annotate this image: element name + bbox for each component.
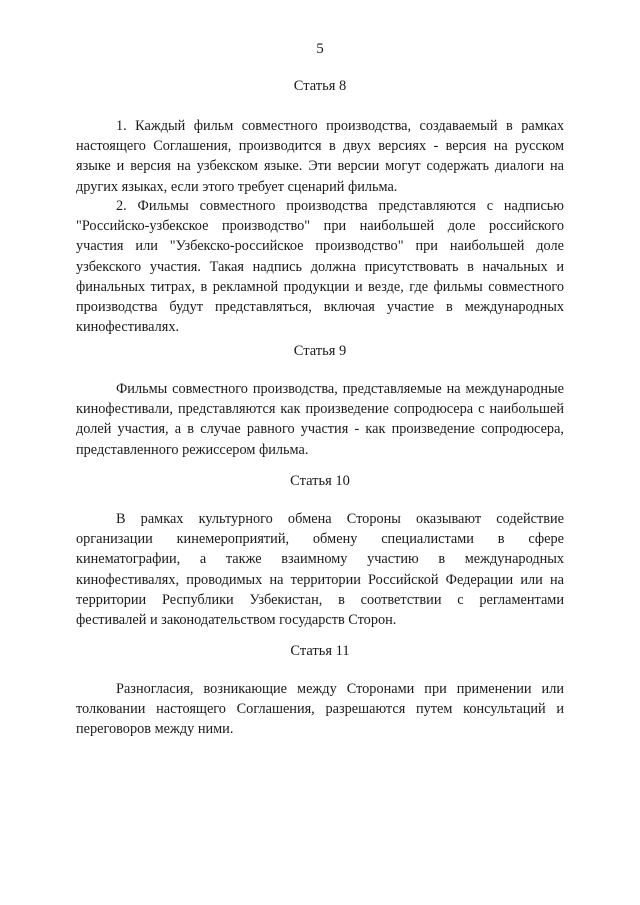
article-8-paragraph-2: 2. Фильмы совместного производства представляются с надписью "Российско-узбекское производство" при наибольшей доле российского участия или "Узбекско-российское производство" при наибольшей доле узбекского участия. Такая надпись должна присутствовать в начальных и финальных титрах, в рекламной продукции и везде, где фильмы совместного производства будут представляться, включая участие в международных кинофестивалях. xyxy=(76,198,564,336)
article-8-heading: Статья 8 xyxy=(293,78,347,94)
article-11-paragraph-1: Разногласия, возникающие между Сторонами при применении или толковании настоящего Соглашения, разрешаются путем консультаций и переговоров между ними. xyxy=(76,681,564,738)
article-10-heading: Статья 10 xyxy=(290,473,350,489)
article-10-paragraph-1: В рамках культурного обмена Стороны оказывают содействие организации кинемероприятий, обмену специалистами в сфере кинематографии, а также взаимному участию в международных кинофестивалях, проводимых на территории Российской Федерации или на территории Республики Узбекистан, в соответствии с регламентами фестивалей и законодательством государств Сторон. xyxy=(76,511,564,629)
article-11-heading: Статья 11 xyxy=(290,643,350,659)
article-9-paragraph-1: Фильмы совместного производства, представляемые на международные кинофестивали, представляются как произведение сопродюсера с наибольшей долей участия, а в случае равного участия - как произведение сопродюсера, представленного режиссером фильма. xyxy=(76,381,564,458)
article-8-paragraph-1: 1. Каждый фильм совместного производства, создаваемый в рамках настоящего Соглашения, производится в двух версиях - версия на русском языке и версия на узбекском языке. Эти версии могут содержать диалоги на других языках, если этого требует сценарий фильма. xyxy=(76,118,564,195)
article-9-heading: Статья 9 xyxy=(293,343,347,359)
page-number: 5 xyxy=(316,41,324,57)
